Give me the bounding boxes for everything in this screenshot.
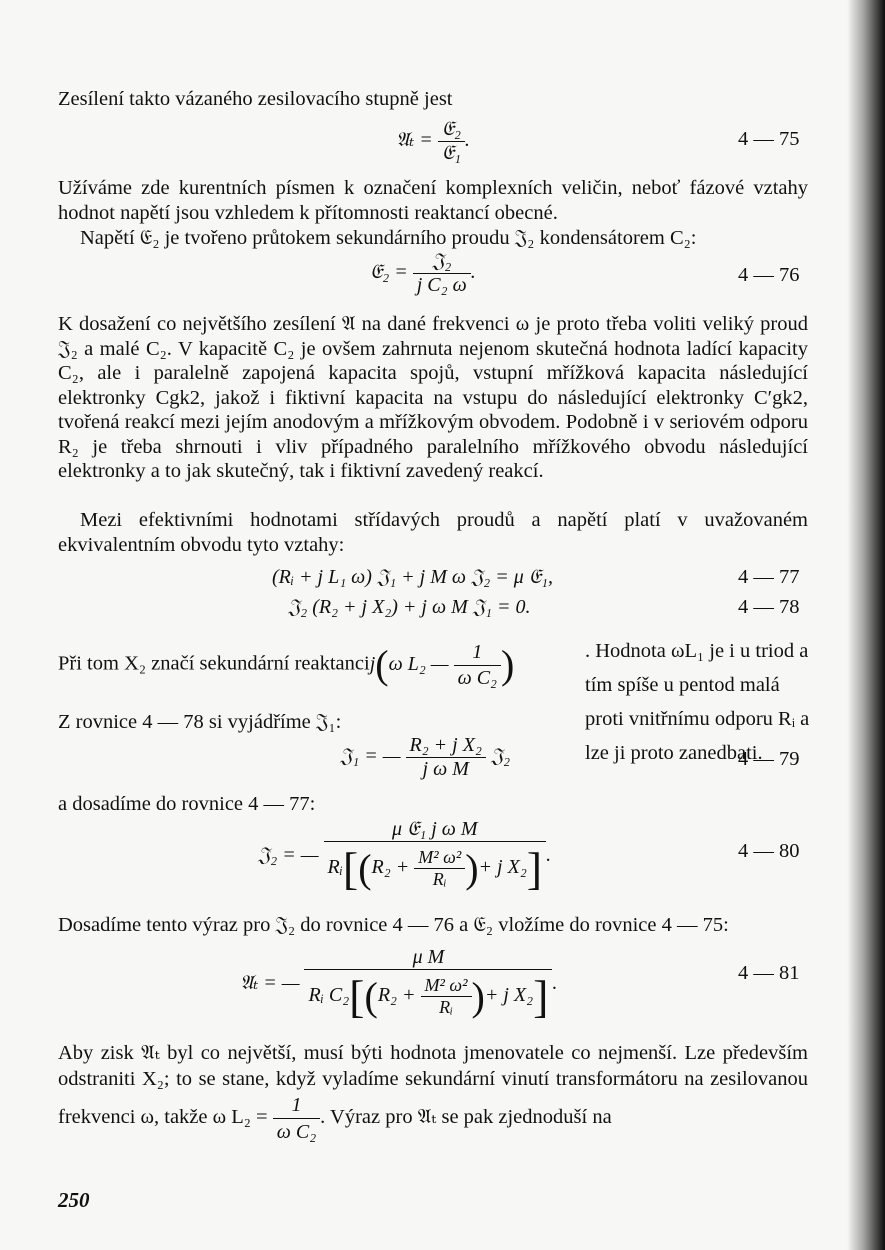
equation-number-4-79: 4 — 79 xyxy=(738,748,800,770)
equation-number-4-76: 4 — 76 xyxy=(738,264,800,286)
equation-number-4-81: 4 — 81 xyxy=(738,962,800,984)
equation-4-76: 𝔈₂ = $\frac{\text{𝔍₂}}{\text{j C₂ ω}}$ . xyxy=(370,250,476,296)
equation-number-4-75: 4 — 75 xyxy=(738,128,800,150)
page-number: 250 xyxy=(58,1188,90,1212)
page-edge-shadow xyxy=(847,0,885,1250)
equation-4-79: 𝔍₁ = — $\frac{\text{R₂ + j X₂}}{\text{j ω M}}$ 𝔍₂ xyxy=(340,734,511,780)
reactance-continuation: . Hodnota ωL₁ je i u triod a tím spíše u pentod malá proti vnitřnímu odporu Rᵢ a lze ji proto zanedbati. xyxy=(585,640,810,764)
equation-4-77: (Rᵢ + j L₁ ω) 𝔍₁ + j M ω 𝔍₂ = μ 𝔈₁, xyxy=(272,566,553,588)
paragraph-dosadime-vyraz: Dosadíme tento výraz pro 𝔍₂ do rovnice 4 — 76 a 𝔈₂ vložíme do rovnice 4 — 75: xyxy=(58,914,729,936)
paragraph-dosadime: a dosadíme do rovnice 4 — 77: xyxy=(58,793,316,815)
equation-number-4-78: 4 — 78 xyxy=(738,596,800,618)
paragraph-dosazeni: K dosažení co největšího zesílení 𝔄 na dané frekvenci ω je proto třeba voliti veliký proud 𝔍₂ a malé C₂. V kapacitě C₂ je ovšem zahrnuta nejenom skutečná hodnota ladící kapacity C₂, ale i paralelně zapojená kapacita spojů, vstupní mřížková kapacita následující elektronky Cgk2, jakož i fiktivní kapacita na vstupu do následující elektronky C′gk2, tvořená reakcí mezi jejím anodovým a mřížkovým obvodem. Podobně i v seriovém odporu R₂ je třeba shrnouti i vliv případného paralelního mřížkového obvodu následující elektronky a to jak skutečný, tak i fiktivní zavedený reakcí. xyxy=(58,313,808,482)
reactance-line: Při tom X₂ značí sekundární reaktancij(ω L₂ — $\frac{1}{\text{ω C₂}}$ ) xyxy=(58,641,515,689)
intro-line: Zesílení takto vázaného zesilovacího stupně jest xyxy=(58,88,453,110)
paragraph-zisk: Aby zisk 𝔄ₜ byl co největší, musí býti hodnota jmenovatele co nejmenší. Lze především odstraniti X₂; to se stane, když vyladíme sekundární vinutí transformátoru na zesilovanou frekvenci ω, takže ω L₂ = $\frac{1}{\text{ω C₂}}$ . Výraz pro 𝔄ₜ se pak zjednoduší na xyxy=(58,1042,808,1143)
equation-4-80: 𝔍₂ = — μ 𝔈₁ j ω M Rᵢ[(R₂ + $\frac{\text{M² ω²}}{\text{Rᵢ}}$ )+ j X₂] . xyxy=(258,818,552,894)
equation-number-4-77: 4 — 77 xyxy=(738,566,800,588)
equation-4-81: 𝔄ₜ = — μ M Rᵢ C₂[(R₂ + $\frac{\text{M² ω²}}{\text{Rᵢ}}$ )+ j X₂] . xyxy=(240,946,558,1022)
paragraph-efektivni: Mezi efektivními hodnotami střídavých proudů a napětí platí v uvažovaném ekvivalentním obvodu tyto vztahy: xyxy=(58,509,808,556)
equation-number-4-80: 4 — 80 xyxy=(738,840,800,862)
equation-4-75: 𝔄ₜ = $\frac{\text{𝔈₂}}{\text{𝔈₁}}$ . xyxy=(396,118,470,164)
paragraph-napeti: Napětí 𝔈₂ je tvořeno průtokem sekundárního proudu 𝔍₂ kondensátorem C₂: xyxy=(80,227,697,249)
equation-4-78: 𝔍₂ (R₂ + j X₂) + j ω M 𝔍₁ = 0. xyxy=(288,596,531,618)
paragraph-z-rovnice: Z rovnice 4 — 78 si vyjádříme 𝔍₁: xyxy=(58,711,342,733)
paragraph-kurentni: Užíváme zde kurentních písmen k označení komplexních veličin, neboť fázové vztahy hodnot napětí jsou vzhledem k přítomnosti reaktancí obecné. xyxy=(58,177,808,224)
